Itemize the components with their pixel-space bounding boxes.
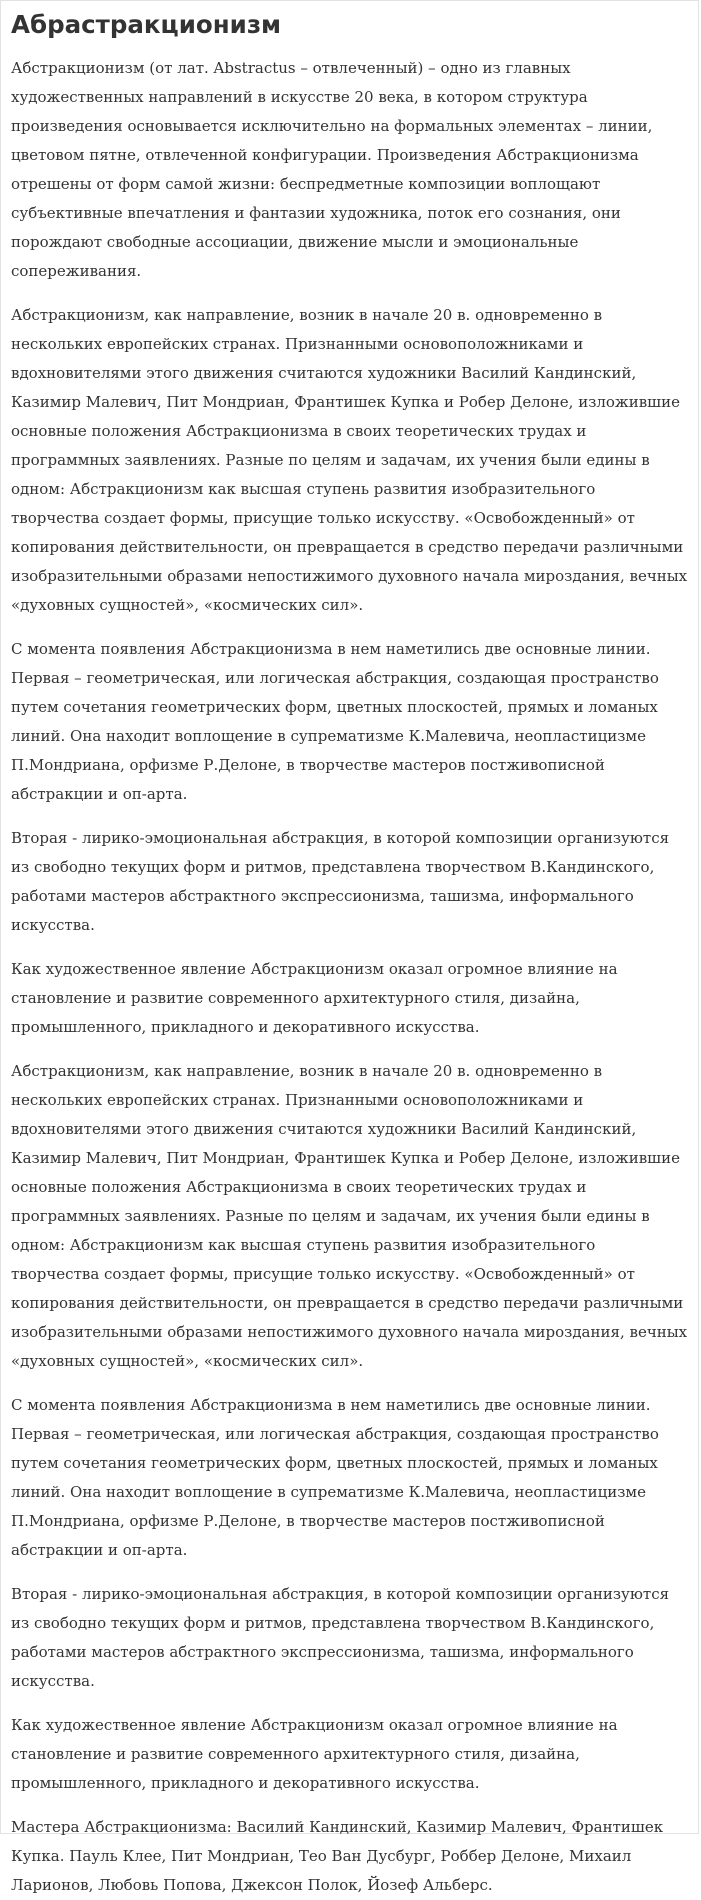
article-paragraph-2: Абстракционизм, как направление, возник в начале 20 в. одновременно в нескольких европейских странах. Признанными основоположниками и вдохновителями этого движения считаются художники Василий Кандинский, Казимир Малевич, Пит Мондриан, Франтишек Купка и Робер Делоне, изложившие основные положения Абстракционизма в своих теоретических трудах и программных заявлениях. Разные по целям и задачам, их учения были едины в одном: Абстракционизм как высшая ступень развития изобразительного творчества создает формы, присущие только искусству. «Освобожденный» от копирования действительности, он превращается в средство передачи различными изобразительными образами непостижимого духовного начала мироздания, вечных «духовных сущностей», «космических сил». <box>11 306 688 614</box>
article-paragraph-10: Мастера Абстракционизма: Василий Кандинский, Казимир Малевич, Франтишек Купка. Пауль Клее, Пит Мондриан, Тео Ван Дусбург, Роббер Делоне, Михаил Ларионов, Любовь Попова, Джексон Полок, Йозеф Альберс. <box>11 1818 664 1894</box>
article-paragraph-3: С момента появления Абстракционизма в нем наметились две основные линии. Первая – геометрическая, или логическая абстракция, создающая пространство путем сочетания геометрических форм, цветных плоскостей, прямых и ломаных линий. Она находит воплощение в супрематизме К.Малевича, неопластицизме П.Мондриана, орфизме Р.Делоне, в творчестве мастеров постживописной абстракции и оп-арта. <box>11 640 659 803</box>
article-paragraph-4: Вторая - лирико-эмоциональная абстракция, в которой композиции организуются из свободно текущих форм и ритмов, представлена творчеством В.Кандинского, работами мастеров абстрактного экспрессионизма, ташизма, информального искусства. <box>11 829 670 934</box>
article-paragraph-9: Как художественное явление Абстракционизм оказал огромное влияние на становление и развитие современного архитектурного стиля, дизайна, промышленного, прикладного и декоративного искусства. <box>11 1716 618 1792</box>
article-paragraph-8: Вторая - лирико-эмоциональная абстракция, в которой композиции организуются из свободно текущих форм и ритмов, представлена творчеством В.Кандинского, работами мастеров абстрактного экспрессионизма, ташизма, информального искусства. <box>11 1585 670 1690</box>
article-paragraph-5: Как художественное явление Абстракционизм оказал огромное влияние на становление и развитие современного архитектурного стиля, дизайна, промышленного, прикладного и декоративного искусства. <box>11 960 618 1036</box>
article-title: Абрастракционизм <box>11 10 282 39</box>
article-paragraph-1: Абстракционизм (от лат. Abstractus – отвлеченный) – одно из главных художественных направлений в искусстве 20 века, в котором структура произведения основывается исключительно на формальных элементах – линии, цветовом пятне, отвлеченной конфигурации. Произведения Абстракционизма отрешены от форм самой жизни: беспредметные композиции воплощают субъективные впечатления и фантазии художника, поток его сознания, они порождают свободные ассоциации, движение мысли и эмоциональные сопереживания. <box>11 59 653 280</box>
article-paragraph-6: Абстракционизм, как направление, возник в начале 20 в. одновременно в нескольких европейских странах. Признанными основоположниками и вдохновителями этого движения считаются художники Василий Кандинский, Казимир Малевич, Пит Мондриан, Франтишек Купка и Робер Делоне, изложившие основные положения Абстракционизма в своих теоретических трудах и программных заявлениях. Разные по целям и задачам, их учения были едины в одном: Абстракционизм как высшая ступень развития изобразительного творчества создает формы, присущие только искусству. «Освобожденный» от копирования действительности, он превращается в средство передачи различными изобразительными образами непостижимого духовного начала мироздания, вечных «духовных сущностей», «космических сил». <box>11 1062 688 1370</box>
article-paragraph-7: С момента появления Абстракционизма в нем наметились две основные линии. Первая – геометрическая, или логическая абстракция, создающая пространство путем сочетания геометрических форм, цветных плоскостей, прямых и ломаных линий. Она находит воплощение в супрематизме К.Малевича, неопластицизме П.Мондриана, орфизме Р.Делоне, в творчестве мастеров постживописной абстракции и оп-арта. <box>11 1396 659 1559</box>
